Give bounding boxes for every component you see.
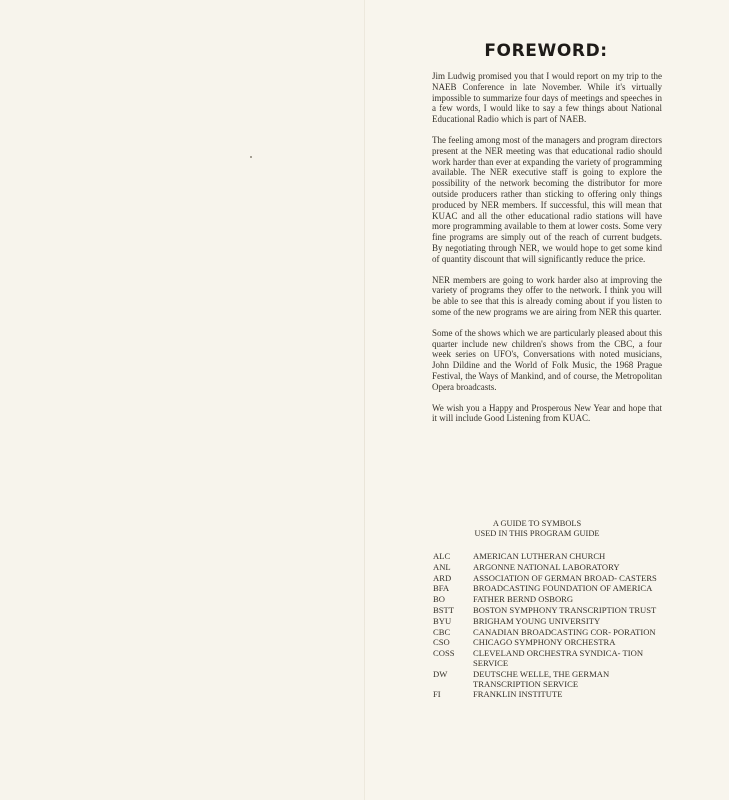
symbol-name: BOSTON SYMPHONY TRANSCRIPTION TRUST [473,604,657,615]
paragraph: NER members are going to work harder also at improving the variety of programs they offer to the network. I think you will be able to see that this is already coming about if you listen to some of the new programs we are airing from NER this quarter. [432,274,662,317]
symbol-name: BROADCASTING FOUNDATION OF AMERICA [473,583,653,594]
paragraph: The feeling among most of the managers and program directors present at the NER meeting was that educational radio should work harder than ever at expanding the variety of programming available. The NER executive staff is going to explore the possibility of the network becoming the distributor for more outside producers rather than sticking to offering only things produced by NER members. If successful, this will mean that KUAC and all the other educational radio stations will have more programming available to them at lower costs. Some very fine programs are simply out of the reach of current budgets. By negotiating through NER, we would hope to get some kind of quantity discount that will significantly reduce the price. [432,134,662,264]
paragraph: Jim Ludwig promised you that I would report on my trip to the NAEB Conference in late November. While it's virtually impossible to summarize four days of meetings and speeches in a few words, I would like to say a few things about National Educational Radio which is part of NAEB. [432,71,662,125]
symbol-abbreviation: ALC [433,551,451,561]
paper-speck [250,156,252,158]
symbol-name: FATHER BERND OSBORG [473,594,574,605]
paragraph: We wish you a Happy and Prosperous New Year and hope that it will include Good Listening from KUAC. [432,402,662,424]
symbol-abbreviation: CBC [433,626,451,637]
symbol-abbreviation: CSO [433,637,450,648]
symbol-row [433,574,663,584]
guide-title-line: USED IN THIS PROGRAM GUIDE [474,529,600,538]
symbol-row [433,606,663,616]
symbol-row [433,649,663,669]
symbol-abbreviation: BSTT [433,604,455,615]
guide-title-line: A GUIDE TO SYMBOLS [492,519,582,528]
symbol-abbreviation: ANL [433,561,451,572]
symbol-name: FRANKLIN INSTITUTE [473,689,563,700]
page-title: FOREWORD: [484,41,608,61]
symbol-abbreviation: BO [433,594,445,605]
paragraph: Some of the shows which we are particularly pleased about this quarter include new children's shows from the CBC, a four week series on UFO's, Conversations with noted musicians, John Dildine and the World of Folk Music, the 1968 Prague Festival, the Ways of Mankind, and of course, the Metropolitan Opera broadcasts. [432,327,662,392]
symbol-abbreviation: BFA [433,583,450,594]
symbol-name: CHICAGO SYMPHONY ORCHESTRA [473,637,616,648]
symbols-list [433,552,663,701]
symbol-abbreviation: COSS [433,648,455,659]
symbol-name: ASSOCIATION OF GERMAN BROAD- CASTERS [473,572,657,583]
symbol-name: DEUTSCHE WELLE, THE GERMAN TRANSCRIPTION SERVICE [473,668,610,689]
symbol-abbreviation: DW [433,668,448,679]
symbol-abbreviation: ARD [433,572,452,583]
symbol-row [433,670,663,690]
symbol-name: CANADIAN BROADCASTING COR- PORATION [473,626,656,637]
symbols-guide-heading [432,519,642,539]
symbol-row [433,617,663,627]
symbol-name: ARGONNE NATIONAL LABORATORY [473,561,620,572]
symbol-row [433,552,663,562]
symbol-row [433,628,663,638]
symbol-name: CLEVELAND ORCHESTRA SYNDICA- TION SERVICE [473,648,644,668]
symbol-name: AMERICAN LUTHERAN CHURCH [473,551,606,561]
symbol-abbreviation: FI [433,689,441,700]
symbol-row [433,584,663,594]
foreword-body [432,71,662,434]
symbol-row [433,563,663,573]
symbol-row [433,638,663,648]
symbol-name: BRIGHAM YOUNG UNIVERSITY [473,615,601,626]
symbol-row [433,690,663,700]
symbol-row [433,595,663,605]
symbol-abbreviation: BYU [433,615,452,626]
